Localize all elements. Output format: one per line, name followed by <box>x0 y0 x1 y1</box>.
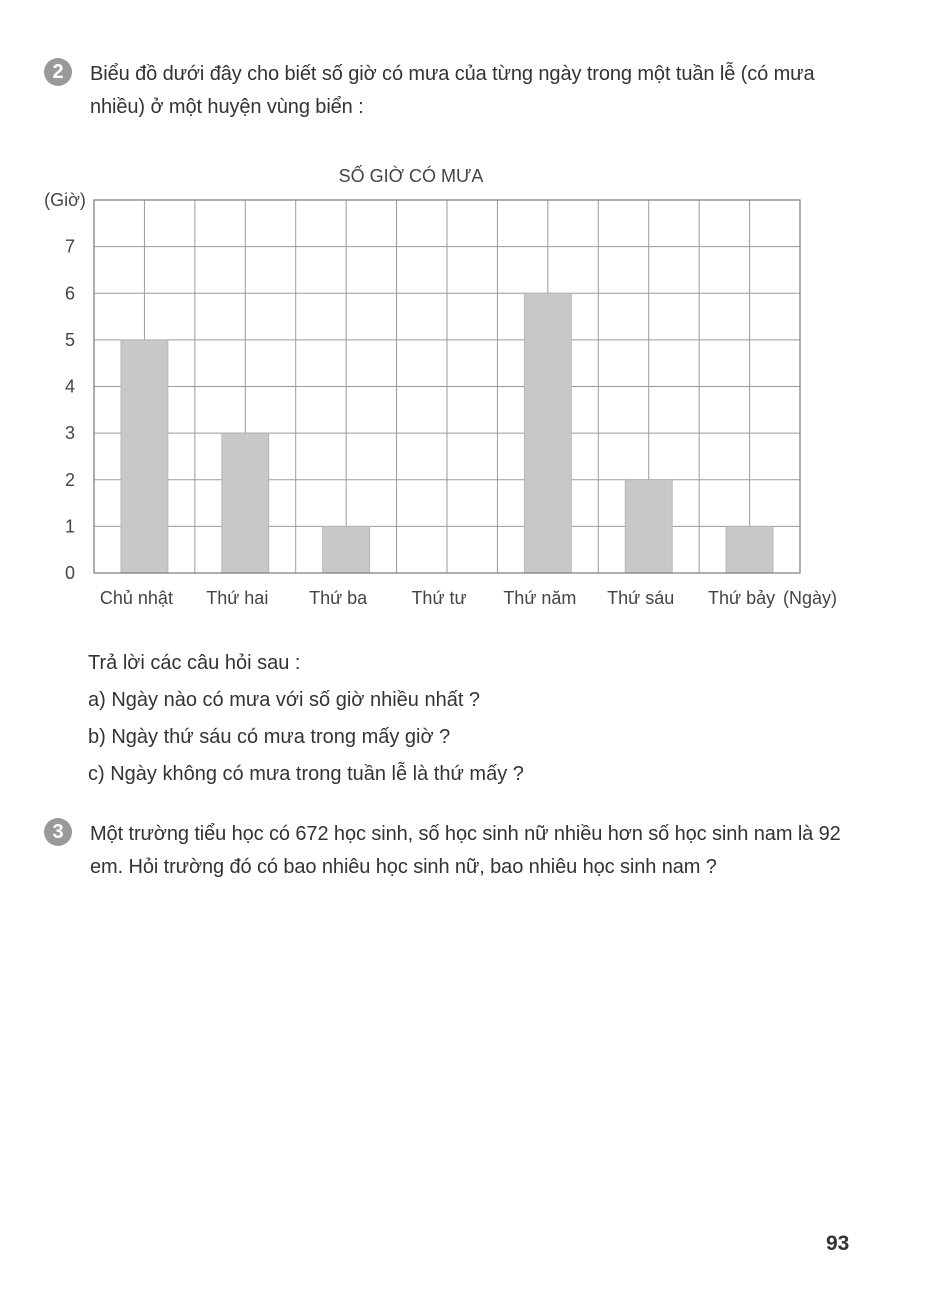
x-tick-label: Thứ năm <box>503 588 577 608</box>
question-a: a) Ngày nào có mưa với số giờ nhiều nhất ? <box>88 689 481 711</box>
y-tick-label: 5 <box>64 329 76 350</box>
exercise-2-text: Biểu đồ dưới đây cho biết số giờ có mưa của từng ngày trong một tuần lễ (có mưa nhiều) ở một huyện vùng biển : <box>90 63 815 118</box>
y-tick-label: 6 <box>64 283 76 304</box>
bar-5 <box>524 293 571 573</box>
page-number: 93 <box>826 1232 850 1255</box>
rain-hours-bar-chart <box>0 150 936 630</box>
x-tick-label: Thứ sáu <box>607 588 675 608</box>
x-tick-label: Chủ nhật <box>99 588 173 608</box>
exercise-3 <box>44 818 864 884</box>
exercise-2 <box>44 58 864 124</box>
questions-intro: Trả lời các câu hỏi sau : <box>88 652 301 674</box>
exercise-2-number-badge: 2 <box>44 58 72 86</box>
y-tick-label: 7 <box>64 236 76 257</box>
bar-6 <box>625 480 672 573</box>
exercise-3-number-badge: 3 <box>44 818 72 846</box>
y-axis-label: (Giờ) <box>44 190 86 210</box>
x-tick-label: Thứ tư <box>411 588 467 608</box>
question-b: b) Ngày thứ sáu có mưa trong mấy giờ ? <box>88 726 451 748</box>
question-c: c) Ngày không có mưa trong tuần lễ là thứ mấy ? <box>88 763 524 785</box>
y-tick-label: 1 <box>64 516 76 537</box>
bar-1 <box>121 340 168 573</box>
questions-block <box>88 648 848 796</box>
exercise-3-text: Một trường tiểu học có 672 học sinh, số học sinh nữ nhiều hơn số học sinh nam là 92 em. Hỏi trường đó có bao nhiêu học sinh nữ, bao nhiêu học sinh nam ? <box>90 823 841 878</box>
x-tick-label: Thứ bảy <box>708 588 776 608</box>
x-axis-label: (Ngày) <box>782 588 838 608</box>
bar-7 <box>726 526 773 573</box>
y-tick-label: 3 <box>64 423 76 444</box>
y-tick-label: 2 <box>64 469 76 490</box>
y-tick-label: 0 <box>64 563 76 583</box>
x-tick-label: Thứ hai <box>206 588 269 608</box>
y-tick-label: 4 <box>64 376 76 397</box>
chart-svg <box>0 150 936 630</box>
bar-3 <box>323 526 370 573</box>
bar-2 <box>222 433 269 573</box>
x-tick-label: Thứ ba <box>309 588 368 608</box>
chart-title: SỐ GIỜ CÓ MƯA <box>338 166 484 186</box>
